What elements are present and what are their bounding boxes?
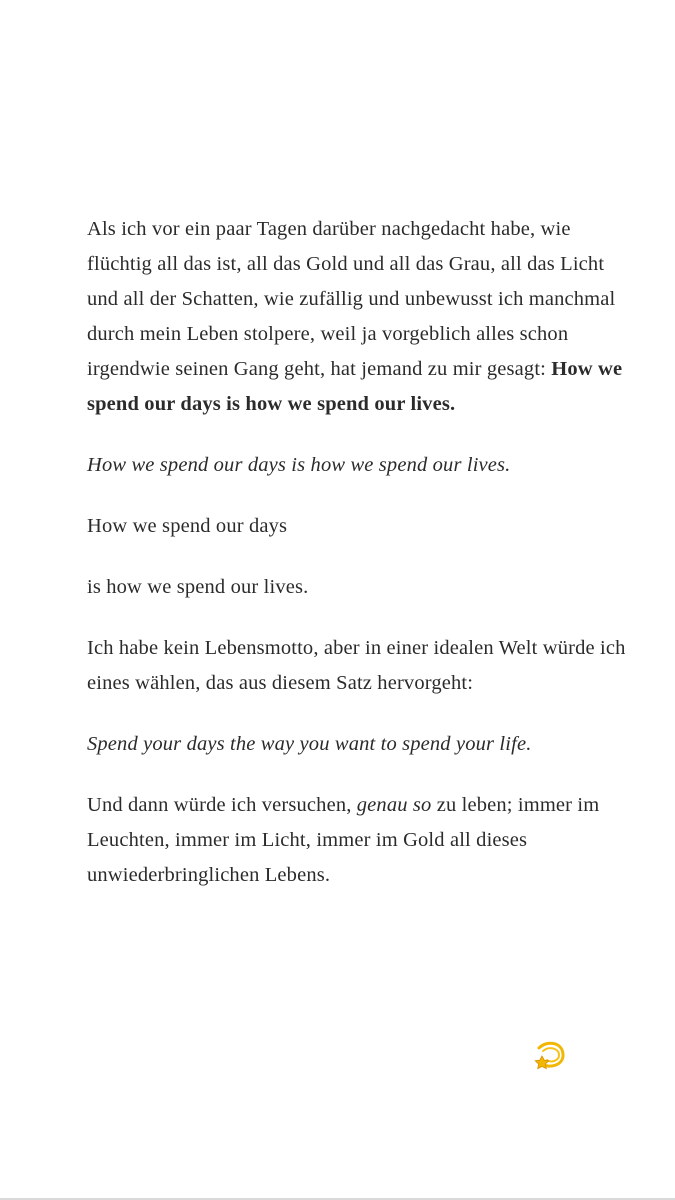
closing-text-end: zu leben; immer im Leuchten, immer im Licht, immer im Gold all dieses unwiederbringlichen Lebens. bbox=[87, 794, 600, 886]
paragraph-intro bbox=[87, 212, 627, 422]
closing-text-start: Und dann würde ich versuchen, bbox=[87, 794, 357, 816]
quote-line-1: How we spend our days bbox=[87, 515, 288, 537]
quote-italic: How we spend our days is how we spend our lives. bbox=[87, 454, 511, 476]
quote-bold: How we spend our days is how we spend our lives. bbox=[87, 358, 623, 415]
paragraph-motto: Ich habe kein Lebensmotto, aber in einer idealen Welt würde ich eines wählen, das aus diesem Satz hervorgeht: bbox=[87, 637, 626, 694]
closing-emphasis: genau so bbox=[356, 794, 432, 816]
quote-line-2: is how we spend our lives. bbox=[87, 576, 309, 598]
dizzy-icon bbox=[532, 1037, 568, 1073]
motto-quote: Spend your days the way you want to spend your life. bbox=[87, 733, 532, 755]
paragraph-intro-text: Als ich vor ein paar Tagen darüber nachgedacht habe, wie flüchtig all das ist, all das Gold und all das Grau, all das Licht und all der Schatten, wie zufällig und unbewusst ich manchmal durch mein Leben stolpere, weil ja vorgeblich alles schon irgendwie seinen Gang geht, hat jemand zu mir gesagt: bbox=[87, 218, 616, 380]
story-text bbox=[87, 212, 627, 919]
paragraph-closing bbox=[87, 788, 627, 893]
